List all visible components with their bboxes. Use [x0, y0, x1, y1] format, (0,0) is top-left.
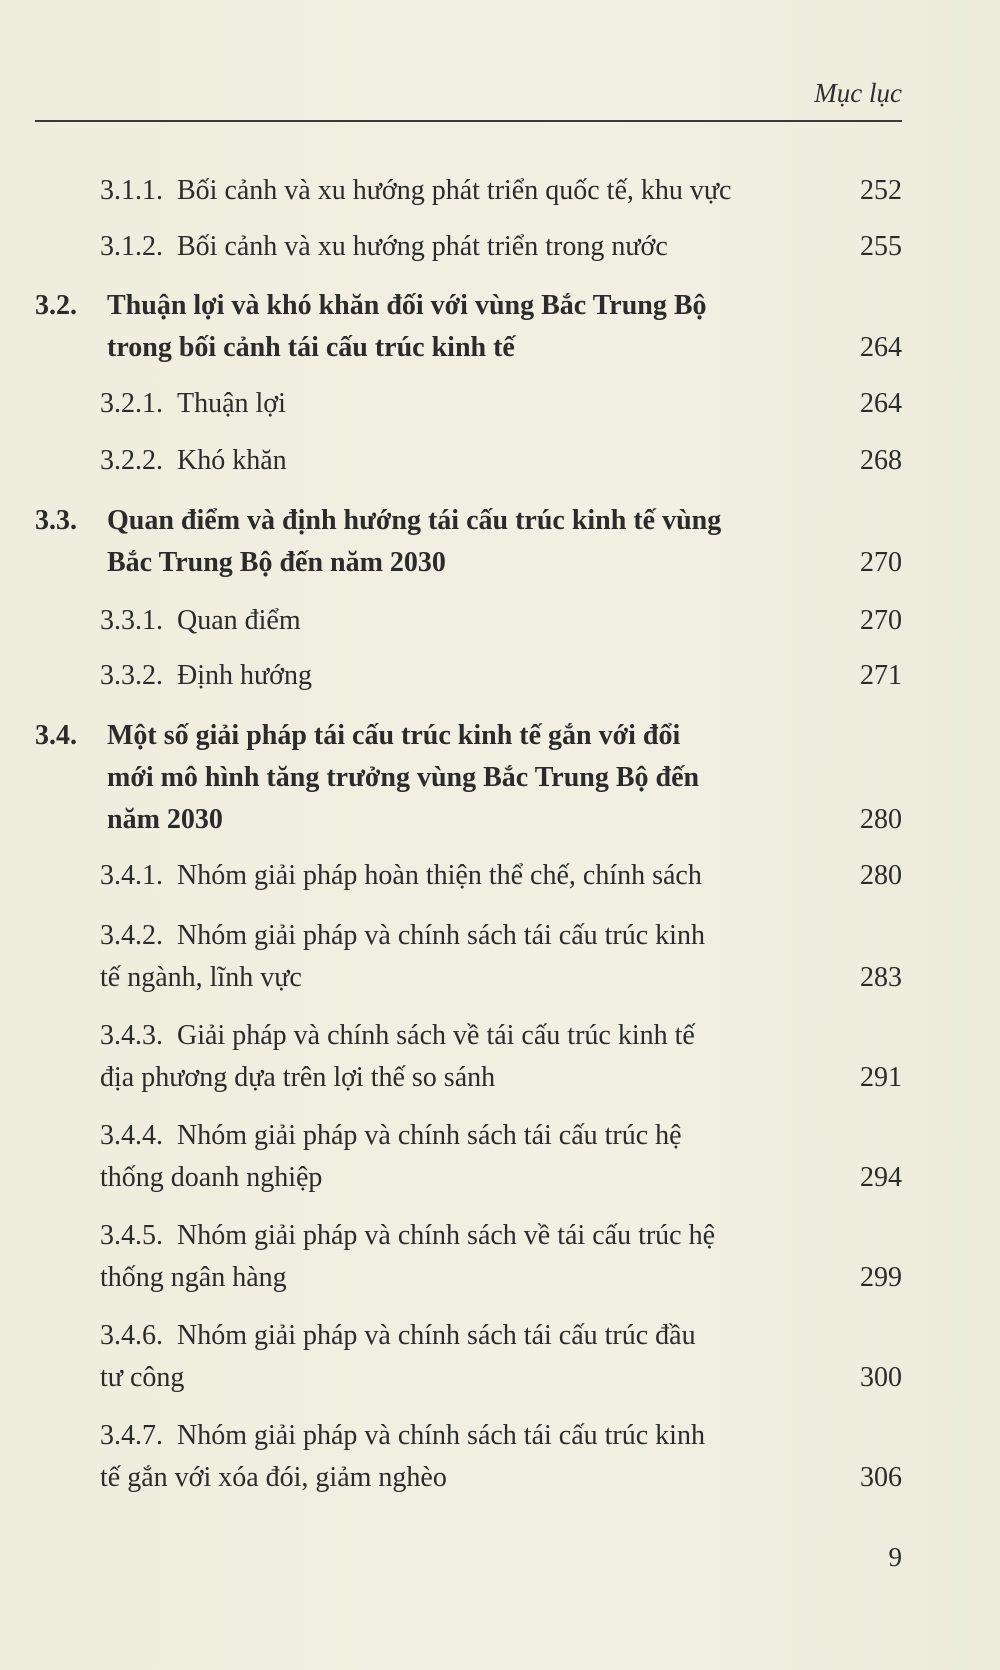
toc-entry-title	[100, 915, 705, 999]
toc-page-number: 280	[860, 804, 902, 835]
toc-title-line: Bối cảnh và xu hướng phát triển quốc tế, khu vực	[177, 175, 732, 206]
toc-title-line: trong bối cảnh tái cấu trúc kinh tế	[107, 332, 515, 363]
toc-subsection-entry	[0, 1215, 902, 1299]
toc-title-line: Thuận lợi và khó khăn đối với vùng Bắc Trung Bộ	[107, 290, 707, 321]
toc-entry-title	[100, 1315, 696, 1399]
toc-entry-number: 3.4.	[35, 720, 77, 751]
toc-title-line: Nhóm giải pháp và chính sách tái cấu trúc kinh	[177, 920, 705, 951]
toc-title-line: Quan điểm	[177, 605, 301, 636]
toc-subsection-entry	[0, 226, 902, 268]
toc-page-number: 252	[860, 175, 902, 206]
toc-section-entry	[0, 500, 902, 584]
toc-page-number: 280	[860, 860, 902, 891]
toc-section-entry	[0, 715, 902, 841]
toc-entry-title	[100, 1015, 695, 1099]
toc-subsection-entry	[0, 1315, 902, 1399]
toc-page-number: 270	[860, 547, 902, 578]
toc-entry-title	[100, 1115, 682, 1199]
toc-section-entry	[0, 285, 902, 369]
toc-page-number: 283	[860, 962, 902, 993]
toc-page-number: 294	[860, 1162, 902, 1193]
toc-title-line: Quan điểm và định hướng tái cấu trúc kinh tế vùng	[107, 505, 722, 536]
toc-entry-title	[100, 226, 668, 268]
running-header-title: Mục lục	[814, 78, 902, 108]
toc-entry-number: 3.1.2.	[100, 231, 163, 262]
toc-title-line: Bắc Trung Bộ đến năm 2030	[107, 547, 446, 578]
toc-subsection-entry	[0, 440, 902, 482]
toc-subsection-entry	[0, 600, 902, 642]
toc-title-line: tế ngành, lĩnh vực	[100, 962, 302, 993]
toc-entry-title	[100, 855, 702, 897]
toc-page-number: 300	[860, 1362, 902, 1393]
toc-title-line: mới mô hình tăng trưởng vùng Bắc Trung Bộ đến	[107, 762, 700, 793]
toc-entry-number: 3.4.2.	[100, 920, 163, 951]
toc-title-line: thống ngân hàng	[100, 1262, 287, 1293]
toc-entry-title	[100, 170, 731, 212]
toc-entry-number: 3.3.	[35, 505, 77, 536]
toc-page-number: 299	[860, 1262, 902, 1293]
toc-entry-title	[100, 655, 312, 697]
toc-title-line: tế gắn với xóa đói, giảm nghèo	[100, 1462, 447, 1493]
page-number: 9	[888, 1542, 902, 1572]
toc-entry-title	[107, 285, 707, 369]
toc-page-number: 306	[860, 1462, 902, 1493]
toc-title-line: năm 2030	[107, 804, 223, 835]
toc-title-line: Nhóm giải pháp và chính sách tái cấu trúc kinh	[177, 1420, 705, 1451]
toc-entry-title	[100, 1415, 705, 1499]
toc-entry-title	[100, 600, 301, 642]
toc-title-line: Nhóm giải pháp hoàn thiện thể chế, chính sách	[177, 860, 702, 891]
toc-page-number: 268	[860, 445, 902, 476]
toc-entry-number: 3.4.6.	[100, 1320, 163, 1351]
toc-entry-number: 3.4.5.	[100, 1220, 163, 1251]
toc-title-line: Nhóm giải pháp và chính sách về tái cấu trúc hệ	[177, 1220, 716, 1251]
toc-title-line: Giải pháp và chính sách về tái cấu trúc kinh tế	[177, 1020, 695, 1051]
toc-page-number: 270	[860, 605, 902, 636]
toc-title-line: Định hướng	[177, 660, 312, 691]
toc-page-number: 264	[860, 388, 902, 419]
toc-title-line: tư công	[100, 1362, 185, 1393]
toc-entry-title	[100, 440, 287, 482]
toc-title-line: Bối cảnh và xu hướng phát triển trong nước	[177, 231, 668, 262]
toc-subsection-entry	[0, 1015, 902, 1099]
toc-page-number: 291	[860, 1062, 902, 1093]
toc-subsection-entry	[0, 915, 902, 999]
toc-entry-number: 3.2.	[35, 290, 77, 321]
toc-subsection-entry	[0, 383, 902, 425]
toc-title-line: Nhóm giải pháp và chính sách tái cấu trúc hệ	[177, 1120, 682, 1151]
toc-entry-title	[107, 500, 721, 584]
toc-page-number: 264	[860, 332, 902, 363]
toc-entry-number: 3.4.3.	[100, 1020, 163, 1051]
toc-entry-number: 3.3.1.	[100, 605, 163, 636]
toc-title-line: địa phương dựa trên lợi thế so sánh	[100, 1062, 496, 1093]
toc-page-number: 271	[860, 660, 902, 691]
toc-entry-number: 3.4.1.	[100, 860, 163, 891]
toc-subsection-entry	[0, 1415, 902, 1499]
toc-subsection-entry	[0, 170, 902, 212]
toc-entry-number: 3.1.1.	[100, 175, 163, 206]
toc-title-line: Thuận lợi	[177, 388, 286, 419]
toc-entry-number: 3.2.2.	[100, 445, 163, 476]
toc-entry-number: 3.3.2.	[100, 660, 163, 691]
toc-entry-number: 3.4.7.	[100, 1420, 163, 1451]
toc-page-number: 255	[860, 231, 902, 262]
toc-title-line: Một số giải pháp tái cấu trúc kinh tế gắn với đổi	[107, 720, 681, 751]
toc-subsection-entry	[0, 1115, 902, 1199]
toc-entry-title	[107, 715, 699, 841]
toc-entry-number: 3.2.1.	[100, 388, 163, 419]
toc-title-line: thống doanh nghiệp	[100, 1162, 323, 1193]
toc-title-line: Khó khăn	[177, 445, 287, 476]
toc-subsection-entry	[0, 855, 902, 897]
toc-entry-number: 3.4.4.	[100, 1120, 163, 1151]
toc-subsection-entry	[0, 655, 902, 697]
toc-entry-title	[100, 383, 286, 425]
toc-entry-title	[100, 1215, 715, 1299]
toc-title-line: Nhóm giải pháp và chính sách tái cấu trúc đầu	[177, 1320, 696, 1351]
